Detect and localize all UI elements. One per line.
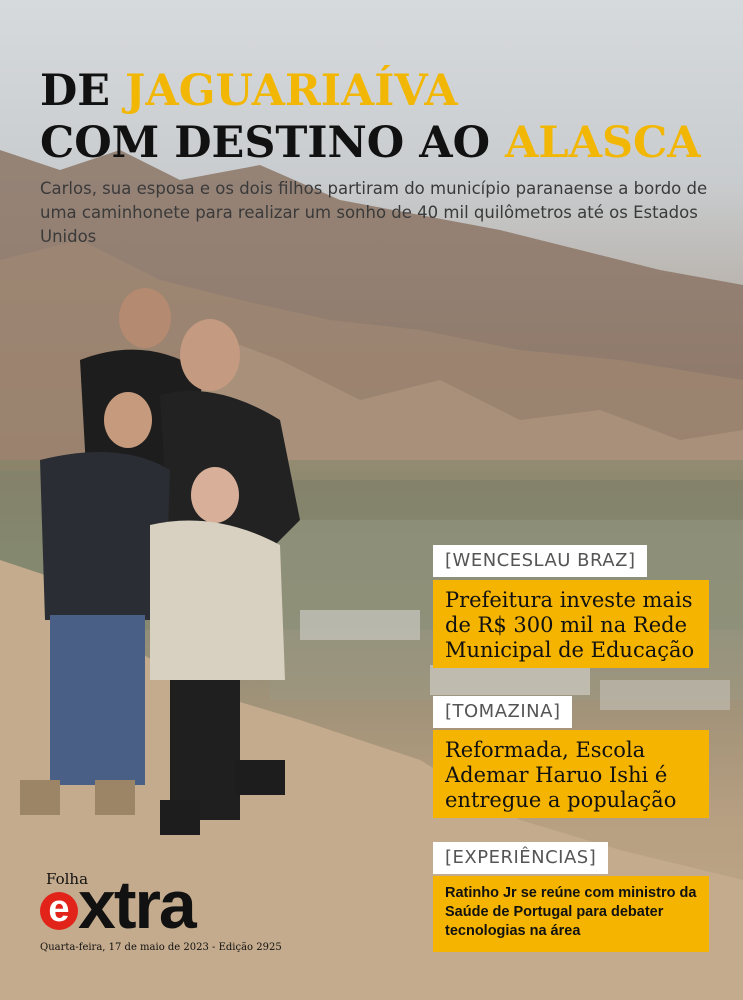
headline-line-2 [40, 118, 701, 168]
story-headline-experiencias[interactable]: Ratinho Jr se reúne com ministro da Saúde de Portugal para debater tecnologias na área [433, 876, 709, 952]
headline-prefix-1: DE [40, 66, 126, 116]
headline-highlight-2: ALASCA [505, 118, 701, 168]
headline-highlight-1: JAGUARIAÍVA [125, 66, 458, 116]
story-tag-wenceslau-braz[interactable]: [WENCESLAU BRAZ] [433, 545, 647, 577]
story-headline-wenceslau-braz[interactable]: Prefeitura investe mais de R$ 300 mil na Rede Municipal de Educação [433, 580, 709, 668]
headline-line-1 [40, 66, 458, 116]
headline-prefix-2: COM DESTINO AO [40, 118, 506, 168]
logo-folha-text: Folha [46, 870, 89, 888]
story-tag-tomazina[interactable]: [TOMAZINA] [433, 696, 572, 728]
story-tag-experiencias[interactable]: [EXPERIÊNCIAS] [433, 842, 608, 874]
logo-e-circle: e [40, 892, 78, 930]
logo-xtra-text: xtra [78, 867, 195, 943]
cover-subtitle: Carlos, sua esposa e os dois filhos partiram do município paranaense a bordo de uma caminhonete para realizar um sonho de 40 mil quilômetros até os Estados Unidos [40, 179, 708, 246]
story-headline-tomazina[interactable]: Reformada, Escola Ademar Haruo Ishi é entregue a população [433, 730, 709, 818]
folha-extra-logo [40, 867, 282, 953]
edition-dateline: Quarta-feira, 17 de maio de 2023 - Edição 2925 [40, 942, 282, 953]
